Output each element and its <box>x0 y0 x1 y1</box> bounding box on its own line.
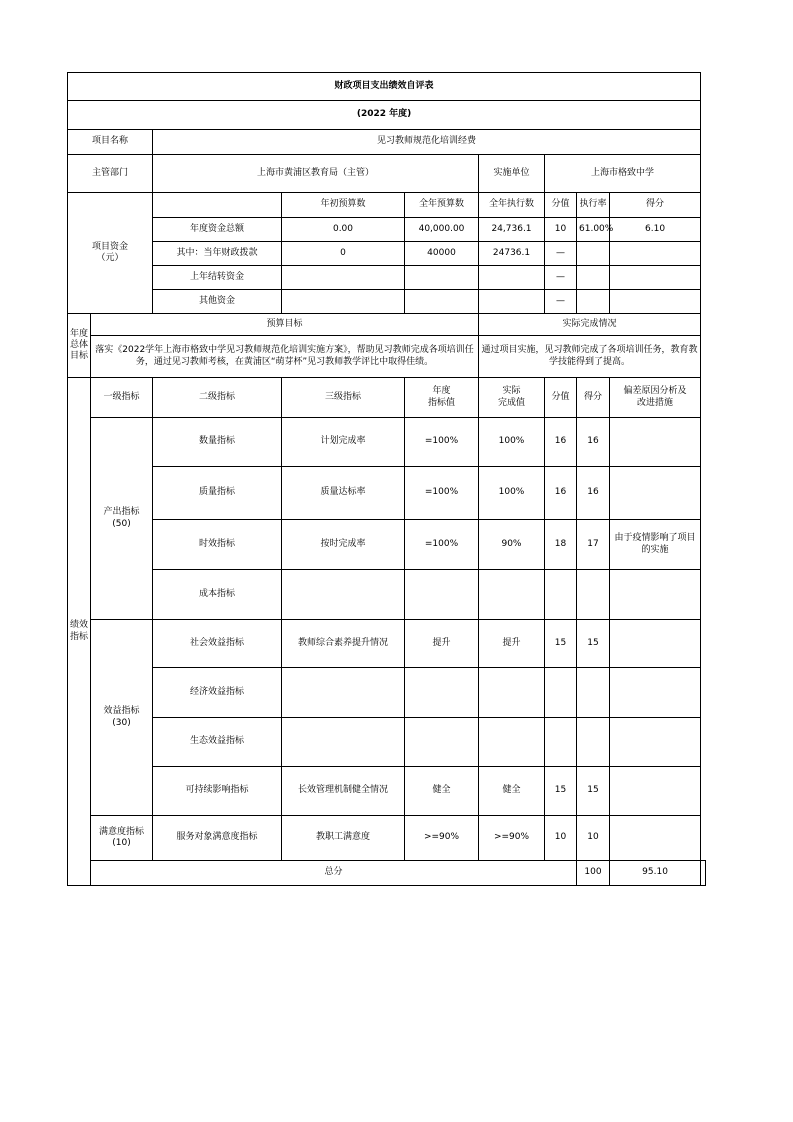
indicator-level3: 教职工满意度 <box>282 816 405 861</box>
funds-row-annual <box>405 290 479 314</box>
indicator-level3 <box>282 718 405 767</box>
indicator-level2: 时效指标 <box>153 520 282 570</box>
indicator-level3 <box>282 668 405 718</box>
year-label: (2022 年度) <box>68 101 701 130</box>
indicator-row <box>68 767 706 816</box>
funds-row-score-value: — <box>545 266 577 290</box>
indicator-actual: 提升 <box>479 620 545 668</box>
project-row <box>68 130 706 155</box>
indicator-level2: 成本指标 <box>153 570 282 620</box>
title-row <box>68 73 706 101</box>
funds-row-score-value: — <box>545 242 577 266</box>
indicators-label <box>68 378 91 886</box>
indicator-level2: 数量指标 <box>153 418 282 467</box>
indicator-target: 提升 <box>405 620 479 668</box>
funds-row-annual <box>405 266 479 290</box>
funds-row-executed <box>479 290 545 314</box>
indicator-level2: 可持续影响指标 <box>153 767 282 816</box>
funds-row-executed <box>479 266 545 290</box>
indicator-target: =100% <box>405 467 479 520</box>
indicator-analysis <box>610 467 701 520</box>
indicator-score-value <box>545 718 577 767</box>
funds-row <box>68 290 706 314</box>
indicator-target <box>405 718 479 767</box>
funds-row-name: 其他资金 <box>153 290 282 314</box>
page-title: 财政项目支出绩效自评表 <box>68 73 701 101</box>
header-target <box>405 378 479 418</box>
indicator-level3: 质量达标率 <box>282 467 405 520</box>
indicator-score-value: 15 <box>545 767 577 816</box>
funds-row-score <box>610 242 701 266</box>
indicator-target <box>405 668 479 718</box>
header-actual-line1: 实际 <box>502 386 521 397</box>
indicator-analysis <box>610 418 701 467</box>
unit-value: 上海市格致中学 <box>545 155 701 193</box>
indicator-actual: 100% <box>479 418 545 467</box>
funds-row-annual: 40000 <box>405 242 479 266</box>
funds-row-rate <box>577 266 610 290</box>
evaluation-sheet <box>67 72 706 886</box>
header-level3: 三级指标 <box>282 378 405 418</box>
dept-row <box>68 155 706 193</box>
funds-header-initial: 年初预算数 <box>282 193 405 218</box>
indicator-row <box>68 570 706 620</box>
level1-benefit-weight: (30) <box>112 717 131 728</box>
funds-row-rate <box>577 290 610 314</box>
funds-blank-header <box>153 193 282 218</box>
funds-row-initial: 0 <box>282 242 405 266</box>
header-score-value: 分值 <box>545 378 577 418</box>
funds-row-score-value: 10 <box>545 218 577 242</box>
indicator-analysis: 由于疫情影响了项目的实施 <box>610 520 701 570</box>
funds-header-rate: 执行率 <box>577 193 610 218</box>
indicator-row <box>68 816 706 861</box>
level1-output-name: 产出指标 <box>103 507 140 518</box>
project-name-value: 见习教师规范化培训经费 <box>153 130 701 155</box>
funds-row-executed: 24736.1 <box>479 242 545 266</box>
header-level1: 一级指标 <box>91 378 153 418</box>
indicator-score-value: 18 <box>545 520 577 570</box>
total-row <box>68 861 706 886</box>
total-label: 总分 <box>91 861 577 886</box>
total-score: 95.10 <box>610 861 701 886</box>
indicator-row <box>68 418 706 467</box>
header-target-line1: 年度 <box>432 386 451 397</box>
level1-satisfaction-name: 满意度指标 <box>98 826 144 837</box>
level1-output <box>91 418 153 620</box>
indicator-analysis <box>610 570 701 620</box>
actual-result-header: 实际完成情况 <box>479 314 701 336</box>
funds-row-rate <box>577 242 610 266</box>
total-score-value: 100 <box>577 861 610 886</box>
dept-value: 上海市黄浦区教育局（主管） <box>153 155 479 193</box>
indicator-score-value <box>545 668 577 718</box>
indicator-target: =100% <box>405 418 479 467</box>
funds-label <box>68 193 153 314</box>
funds-row-score-value: — <box>545 290 577 314</box>
goal-label-line1: 年度 <box>70 328 89 339</box>
project-name-label: 项目名称 <box>68 130 153 155</box>
header-actual-line2: 完成值 <box>497 397 525 408</box>
indicator-row <box>68 467 706 520</box>
budget-goal-header: 预算目标 <box>91 314 479 336</box>
header-analysis-line2: 改进措施 <box>637 397 674 408</box>
funds-header-row <box>68 193 706 218</box>
indicator-analysis <box>610 718 701 767</box>
header-level2: 二级指标 <box>153 378 282 418</box>
indicator-target: >=90% <box>405 816 479 861</box>
level1-satisfaction <box>91 816 153 861</box>
funds-row-initial <box>282 290 405 314</box>
indicator-score: 15 <box>577 767 610 816</box>
indicator-analysis <box>610 620 701 668</box>
indicator-analysis <box>610 767 701 816</box>
funds-label-line1: 项目资金 <box>91 241 128 252</box>
level1-output-weight: (50) <box>112 518 131 529</box>
header-analysis-line1: 偏差原因分析及 <box>623 386 687 397</box>
indicator-target: 健全 <box>405 767 479 816</box>
funds-row <box>68 242 706 266</box>
dept-label: 主管部门 <box>68 155 153 193</box>
indicator-score: 15 <box>577 620 610 668</box>
funds-row-name: 年度资金总额 <box>153 218 282 242</box>
indicator-actual <box>479 570 545 620</box>
indicator-level3: 教师综合素养提升情况 <box>282 620 405 668</box>
funds-row-name: 上年结转资金 <box>153 266 282 290</box>
indicator-score <box>577 570 610 620</box>
indicator-target <box>405 570 479 620</box>
indicator-score-value <box>545 570 577 620</box>
indicator-analysis <box>610 816 701 861</box>
indicator-score: 17 <box>577 520 610 570</box>
goal-label <box>68 314 91 378</box>
indicator-score <box>577 718 610 767</box>
funds-label-line2: （元） <box>96 253 124 263</box>
indicator-level3: 按时完成率 <box>282 520 405 570</box>
goal-label-line2: 总体 <box>70 339 89 350</box>
funds-row-initial <box>282 266 405 290</box>
indicator-level2: 质量指标 <box>153 467 282 520</box>
level1-benefit <box>91 620 153 816</box>
funds-header-score-value: 分值 <box>545 193 577 218</box>
funds-header-executed: 全年执行数 <box>479 193 545 218</box>
indicator-level2: 社会效益指标 <box>153 620 282 668</box>
funds-row-annual: 40,000.00 <box>405 218 479 242</box>
indicator-actual: 健全 <box>479 767 545 816</box>
funds-row-score <box>610 266 701 290</box>
goal-label-line3: 目标 <box>70 351 89 362</box>
year-row <box>68 101 706 130</box>
indicator-row <box>68 620 706 668</box>
total-blank <box>701 861 706 886</box>
indicator-level3: 计划完成率 <box>282 418 405 467</box>
header-score: 得分 <box>577 378 610 418</box>
funds-row-rate: 61.00% <box>577 218 610 242</box>
goal-header-row <box>68 314 706 336</box>
level1-satisfaction-weight: (10) <box>112 838 131 848</box>
indicator-header-row <box>68 378 706 418</box>
funds-row-initial: 0.00 <box>282 218 405 242</box>
indicator-level2: 经济效益指标 <box>153 668 282 718</box>
indicator-row <box>68 718 706 767</box>
indicator-score-value: 15 <box>545 620 577 668</box>
header-target-line2: 指标值 <box>427 397 455 408</box>
evaluation-table <box>67 72 706 886</box>
funds-header-annual: 全年预算数 <box>405 193 479 218</box>
actual-result-text: 通过项目实施，见习教师完成了各项培训任务，教育教学技能得到了提高。 <box>479 336 701 378</box>
indicator-level2: 服务对象满意度指标 <box>153 816 282 861</box>
indicator-actual: 90% <box>479 520 545 570</box>
funds-header-score: 得分 <box>610 193 701 218</box>
goal-content-row <box>68 336 706 378</box>
level1-benefit-name: 效益指标 <box>103 706 140 717</box>
unit-label: 实施单位 <box>479 155 545 193</box>
indicators-label-line1: 绩效 <box>70 620 89 631</box>
indicator-actual <box>479 718 545 767</box>
funds-row-score <box>610 290 701 314</box>
indicator-score: 10 <box>577 816 610 861</box>
funds-row <box>68 266 706 290</box>
budget-goal-text: 落实《2022学年上海市格致中学见习教师规范化培训实施方案》，帮助见习教师完成各项培训任务，通过见习教师考核，在黄浦区“萌芽杯”见习教师教学评比中取得佳绩。 <box>91 336 479 378</box>
indicator-score: 16 <box>577 467 610 520</box>
header-analysis <box>610 378 701 418</box>
funds-row-executed: 24,736.1 <box>479 218 545 242</box>
indicator-actual: 100% <box>479 467 545 520</box>
indicator-score <box>577 668 610 718</box>
indicators-label-line2: 指标 <box>70 631 89 642</box>
indicator-level3 <box>282 570 405 620</box>
indicator-analysis <box>610 668 701 718</box>
header-actual <box>479 378 545 418</box>
indicator-actual: >=90% <box>479 816 545 861</box>
indicator-row <box>68 668 706 718</box>
indicator-score-value: 10 <box>545 816 577 861</box>
indicator-score: 16 <box>577 418 610 467</box>
indicator-score-value: 16 <box>545 418 577 467</box>
funds-row <box>68 218 706 242</box>
indicator-level3: 长效管理机制健全情况 <box>282 767 405 816</box>
indicator-row <box>68 520 706 570</box>
funds-row-score: 6.10 <box>610 218 701 242</box>
indicator-level2: 生态效益指标 <box>153 718 282 767</box>
indicator-score-value: 16 <box>545 467 577 520</box>
funds-row-name: 其中：当年财政拨款 <box>153 242 282 266</box>
indicator-target: =100% <box>405 520 479 570</box>
indicator-actual <box>479 668 545 718</box>
